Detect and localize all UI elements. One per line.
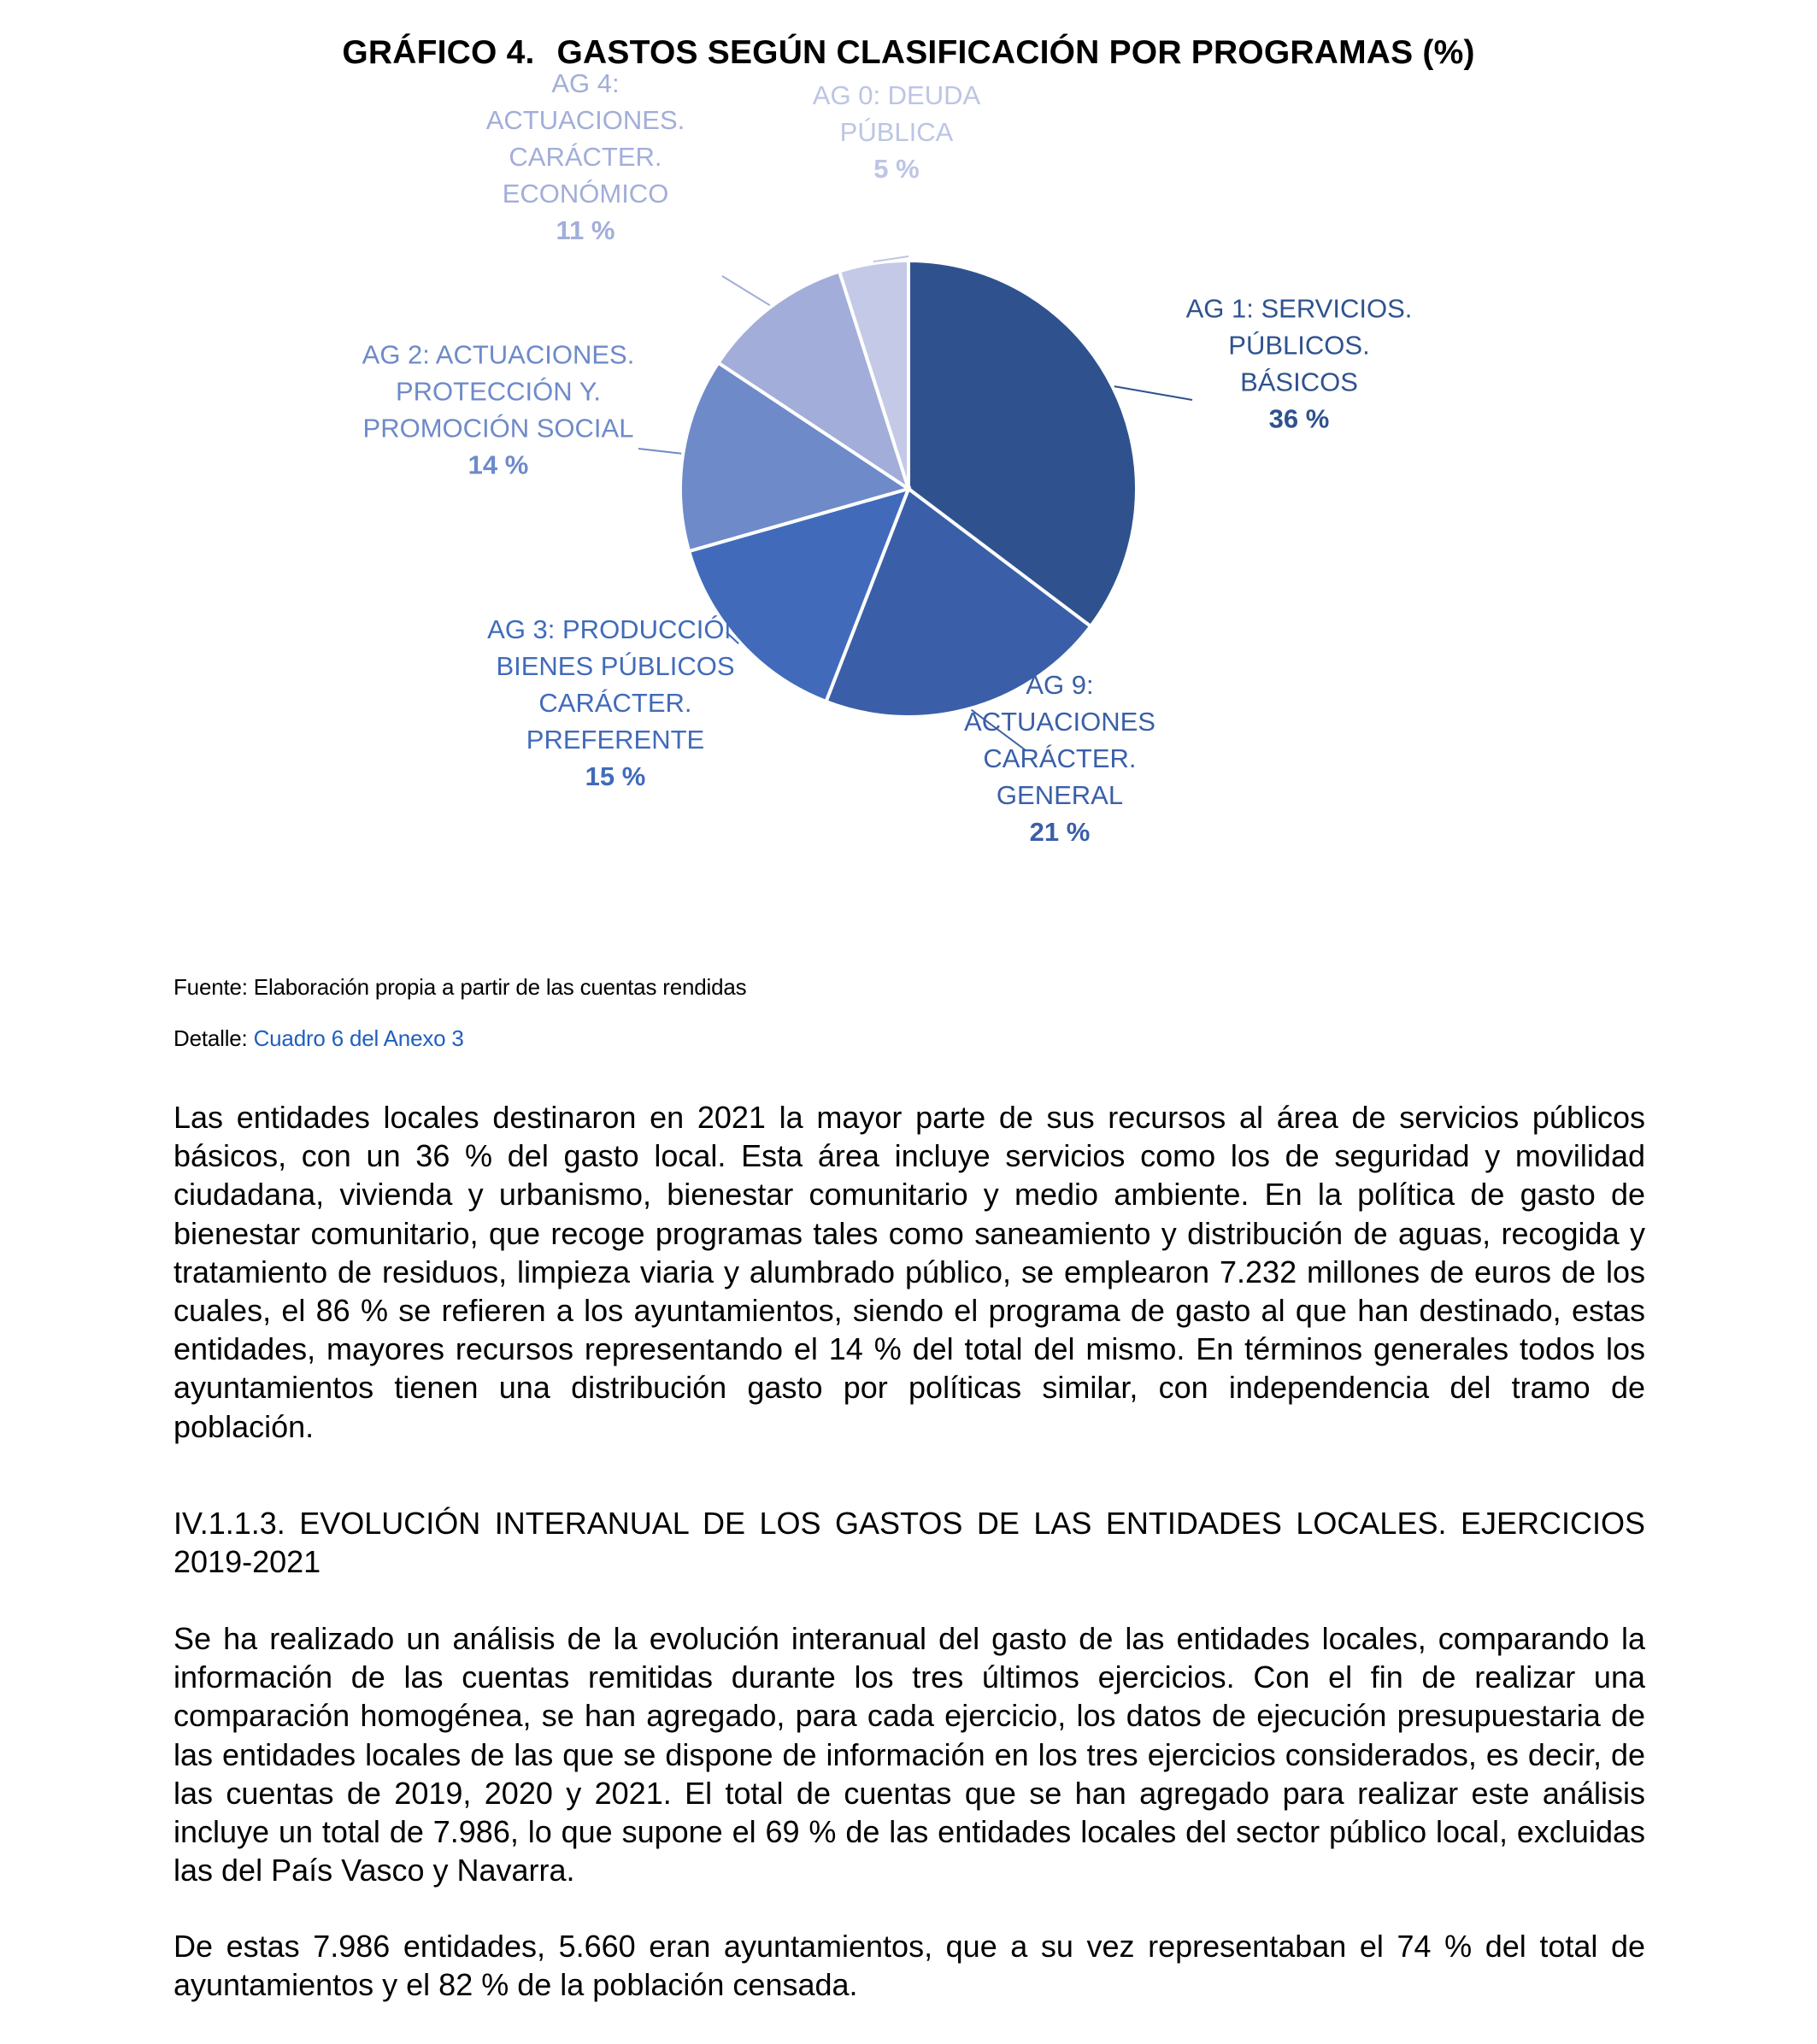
paragraph-2: Se ha realizado un análisis de la evolución interanual del gasto de las entidades locales, comparando la información de las cuentas remitidas durante los tres últimos ejercicios. Con el fin de realizar una comparación homogénea, se han agregado, para cada ejercicio, los datos de ejecución presupuestaria de las entidades locales de las que se dispone de información en los tres ejercicios considerados, es decir, de las cuentas de 2019, 2020 y 2021. El total de cuentas que se han agregado para realizar este análisis incluye un total de 7.986, lo que supone el 69 % de las entidades locales del sector público local, excluidas las del País Vasco y Navarra. bbox=[173, 1621, 1645, 1888]
slice-label-line: PROTECCIÓN Y. bbox=[395, 376, 602, 407]
slice-label bbox=[813, 80, 981, 184]
slice-value-label: 14 % bbox=[467, 449, 529, 480]
section-heading: IV.1.1.3. EVOLUCIÓN INTERANUAL DE LOS GASTOS DE LAS ENTIDADES LOCALES. EJERCICIOS 2019-2021 bbox=[173, 1506, 1645, 1580]
slice-label-line: AG 0: DEUDA bbox=[812, 80, 981, 110]
slice-label-line: BIENES PÚBLICOS bbox=[496, 651, 735, 681]
slice-value-label: 36 % bbox=[1268, 403, 1330, 434]
pie-chart bbox=[0, 0, 1817, 957]
source-prefix: Fuente: bbox=[173, 974, 254, 1000]
slice-value-label: 5 % bbox=[873, 154, 920, 184]
slice-label bbox=[487, 614, 744, 791]
figure-number: GRÁFICO 4. bbox=[342, 34, 535, 71]
slice-label bbox=[486, 68, 685, 245]
slice-label bbox=[362, 340, 635, 480]
figure-title-text: GASTOS SEGÚN CLASIFICACIÓN POR PROGRAMAS (%) bbox=[556, 34, 1475, 71]
detail-link[interactable]: Cuadro 6 del Anexo 3 bbox=[253, 1025, 464, 1051]
slice-label-line: AG 3: PRODUCCIÓN bbox=[487, 614, 744, 644]
detail-prefix: Detalle: bbox=[173, 1025, 254, 1051]
slice-label-line: CARÁCTER. bbox=[509, 142, 662, 172]
slice-label bbox=[1186, 294, 1413, 434]
detail-note bbox=[173, 1025, 464, 1052]
slice-label-line: ACTUACIONES. bbox=[485, 105, 685, 135]
slice-value-label: 21 % bbox=[1029, 817, 1091, 847]
slice-label-line: AG 2: ACTUACIONES. bbox=[362, 339, 635, 370]
slice-label-line: PROMOCIÓN SOCIAL bbox=[362, 413, 634, 443]
slice-label-line: AG 4: bbox=[551, 68, 620, 98]
pie-slices bbox=[680, 261, 1137, 717]
source-note bbox=[173, 974, 746, 1001]
slice-label-line: ACTUACIONES bbox=[964, 707, 1155, 737]
slice-label-line: PÚBLICA bbox=[839, 117, 954, 147]
slice-label-line: GENERAL bbox=[996, 780, 1124, 810]
slice-label-line: CARÁCTER. bbox=[538, 688, 692, 718]
slice-label-line: AG 9: bbox=[1026, 670, 1094, 700]
paragraph-1: Las entidades locales destinaron en 2021 la mayor parte de sus recursos al área de servicios públicos básicos, con un 36 % del gasto local. Esta área incluye servicios como los de seguridad y movilidad ciudadana, vivienda y urbanismo, bienestar comunitario y medio ambiente. En la política de gasto de bienestar comunitario, que recoge programas tales como saneamiento y distribución de aguas, recogida y tratamiento de residuos, limpieza viaria y alumbrado público, se emplearon 7.232 millones de euros de los cuales, el 86 % se refieren a los ayuntamientos, siendo el programa de gasto al que han destinado, estas entidades, mayores recursos representando el 14 % del total del mismo. En términos generales todos los ayuntamientos tienen una distribución gasto por políticas similar, con independencia del tramo de población. bbox=[173, 1100, 1645, 1444]
slice-label-line: PÚBLICOS. bbox=[1228, 330, 1370, 361]
slice-label-line: CARÁCTER. bbox=[983, 743, 1137, 773]
leader-line bbox=[722, 276, 770, 305]
slice-label-line: PREFERENTE bbox=[526, 725, 705, 755]
slice-label-line: AG 1: SERVICIOS. bbox=[1185, 293, 1413, 324]
slice-label-line: BÁSICOS bbox=[1240, 367, 1358, 397]
slice-label-line: ECONÓMICO bbox=[502, 179, 669, 209]
paragraph-3: De estas 7.986 entidades, 5.660 eran ayuntamientos, que a su vez representaban el 74 % del total de ayuntamientos y el 82 % de la población censada. bbox=[173, 1929, 1645, 2003]
slice-value-label: 15 % bbox=[585, 761, 646, 791]
leader-line bbox=[638, 449, 681, 454]
leader-line bbox=[1114, 386, 1192, 400]
source-text: Elaboración propia a partir de las cuentas rendidas bbox=[253, 974, 747, 1000]
slice-value-label: 11 % bbox=[556, 215, 615, 245]
